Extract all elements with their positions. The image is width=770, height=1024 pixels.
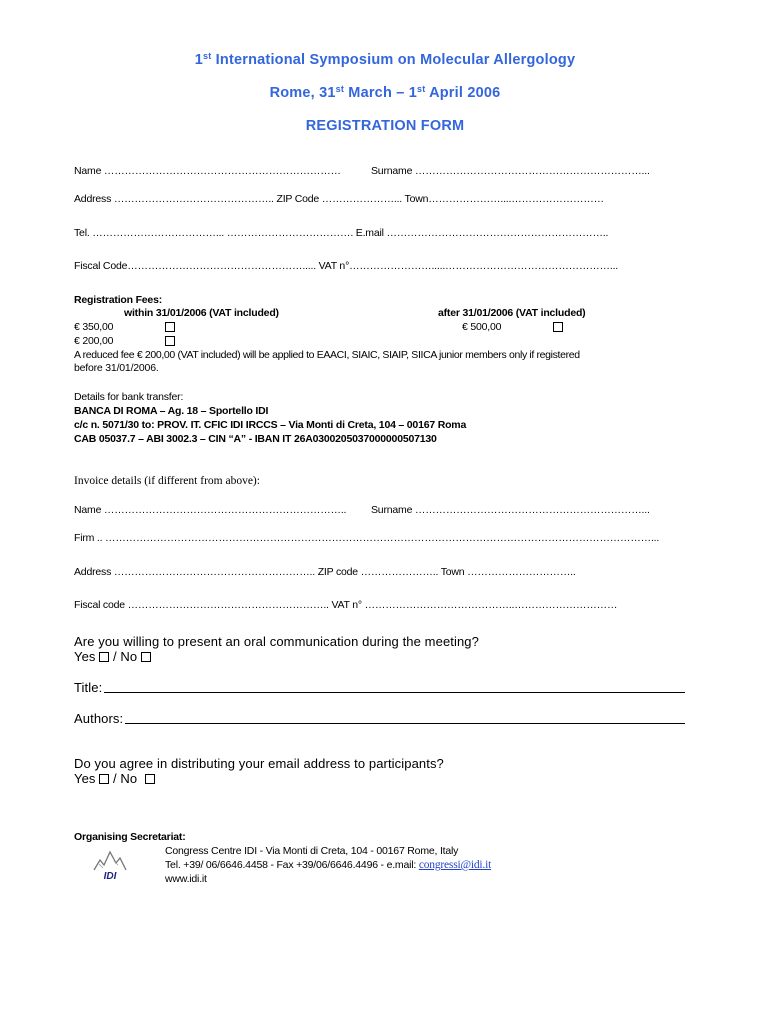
oral-communication-question: Are you willing to present an oral communication during the meeting?	[74, 634, 479, 649]
oral-no-label: / No	[109, 649, 138, 664]
tel-email-field[interactable]: Tel. ………………………………... ………………………………. E.mail ………………………………………………………..	[74, 227, 609, 239]
oral-yes-checkbox[interactable]	[99, 652, 109, 662]
invoice-address-field[interactable]: Address ………………………………………………….. ZIP code ………………….. Town …………………………..	[74, 566, 576, 578]
oral-yes-label: Yes	[74, 649, 96, 664]
secretariat-contacts	[165, 859, 491, 871]
fee-350-label: € 350,00	[74, 321, 114, 333]
symposium-dates: Rome, 31st March – 1st April 2006	[269, 84, 501, 101]
bank-iban: CAB 05037.7 – ABI 3002.3 – CIN “A” - IBAN IT 26A0300205037000000507130	[74, 433, 437, 445]
bank-account: c/c n. 5071/30 to: PROV. IT. CFIC IDI IRCCS – Via Monti di Creta, 104 – 00167 Roma	[74, 419, 467, 431]
email-consent-options	[74, 771, 155, 786]
after-deadline-label: after 31/01/2006 (VAT included)	[438, 307, 586, 319]
within-deadline-label: within 31/01/2006 (VAT included)	[124, 307, 279, 319]
email-yes-checkbox[interactable]	[99, 774, 109, 784]
fee-500-checkbox[interactable]	[553, 322, 563, 332]
invoice-firm-field[interactable]: Firm .. ……………………………………………………………………………………………………………………………………………...	[74, 532, 660, 544]
name-field[interactable]: Name ……………………………………………………………	[74, 165, 341, 177]
secretariat-address: Congress Centre IDI - Via Monti di Creta, 104 - 00167 Rome, Italy	[165, 845, 459, 857]
invoice-name-field[interactable]: Name ……………………………………………………………..	[74, 504, 347, 516]
invoice-surname-field[interactable]: Surname …………………………………………………………...	[371, 504, 650, 516]
title-input-line[interactable]	[104, 692, 685, 693]
email-no-checkbox[interactable]	[145, 774, 155, 784]
fee-200-label: € 200,00	[74, 335, 114, 347]
secretariat-heading: Organising Secretariat:	[74, 831, 186, 843]
fee-200-checkbox[interactable]	[165, 336, 175, 346]
title-label: Title:	[74, 680, 103, 695]
fee-350-checkbox[interactable]	[165, 322, 175, 332]
oral-no-checkbox[interactable]	[141, 652, 151, 662]
surname-field[interactable]: Surname …………………………………………………………...	[371, 165, 650, 177]
symposium-title: 1st International Symposium on Molecular Allergology	[194, 51, 576, 68]
invoice-heading: Invoice details (if different from above):	[74, 475, 260, 487]
secretariat-website[interactable]: www.idi.it	[165, 873, 207, 885]
authors-input-line[interactable]	[125, 723, 685, 724]
invoice-fiscal-vat-field[interactable]: Fiscal code ………………………………………………….. VAT n° ……………………………………..…………………………	[74, 599, 618, 611]
email-yes-label: Yes	[74, 771, 96, 786]
bank-name: BANCA DI ROMA – Ag. 18 – Sportello IDI	[74, 405, 269, 417]
email-no-label: / No	[109, 771, 138, 786]
oral-communication-options	[74, 649, 151, 664]
reduced-fee-note-cont: before 31/01/2006.	[74, 362, 159, 374]
authors-label: Authors:	[74, 711, 124, 726]
idi-logo-icon	[90, 846, 130, 882]
reduced-fee-note: A reduced fee € 200,00 (VAT included) will be applied to EAACI, SIAIC, SIAIP, SIICA junior members only if registered	[74, 349, 580, 361]
address-zip-town-field[interactable]: Address ……………………………………….. ZIP Code …………………... Town…………………....………………………	[74, 193, 604, 205]
registration-fees-heading: Registration Fees:	[74, 294, 163, 306]
fiscal-vat-field[interactable]: Fiscal Code……………………………………………..... VAT n°…………………….....…………………………………………...	[74, 260, 619, 272]
email-consent-question: Do you agree in distributing your email address to participants?	[74, 756, 444, 771]
form-title: REGISTRATION FORM	[305, 118, 465, 134]
secretariat-email-link[interactable]: congressi@idi.it	[418, 859, 492, 871]
fee-500-label: € 500,00	[462, 321, 502, 333]
idi-logo-text: IDI	[103, 871, 117, 882]
secretariat-phone-fax: Tel. +39/ 06/6646.4458 - Fax +39/06/6646.4496 - e.mail:	[165, 859, 419, 871]
bank-transfer-label: Details for bank transfer:	[74, 391, 184, 403]
